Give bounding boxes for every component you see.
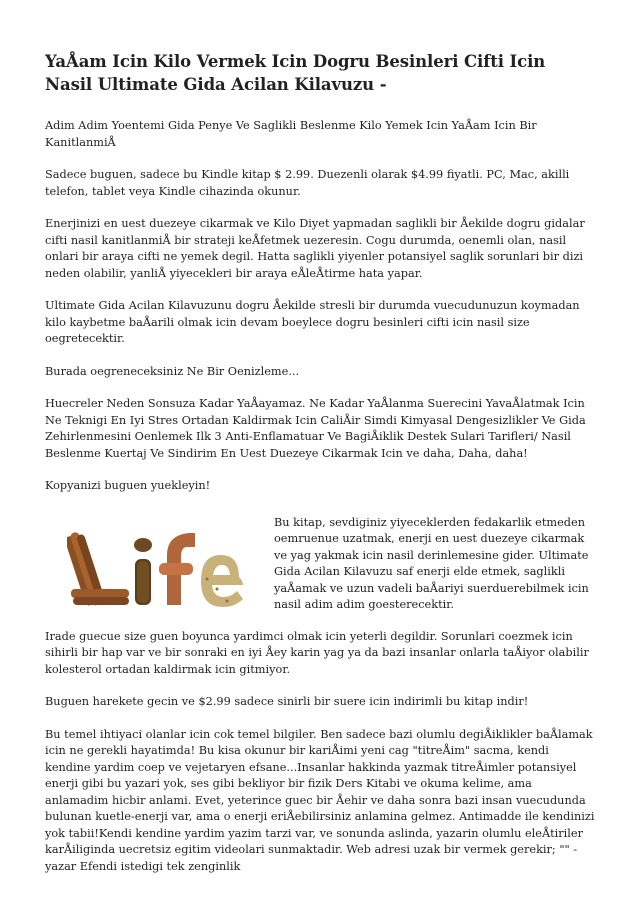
paragraph-intro: Enerjinizi en uest duezeye cikarmak ve Kilo Diyet yapmadan saglikli bir Åekilde dogru gidalar cifti nasil kanitlanmiÅ bir strateji keÅfetmek uezeresin. Cogu durumda, oenemli olan, nasil onlari bir araya cifti ne yemek degil. Hatta saglikli yiyenler potansiyel saglik sorunlari bir dizi neden olabilir, yanliÅ yiyecekleri bir araya eÅleÅtirme hata yapar. <box>45 217 585 280</box>
paragraph-preview: Burada oegreneceksiniz Ne Bir Oenizleme... <box>45 364 300 378</box>
document-page <box>45 0 595 875</box>
figure-row <box>45 515 595 627</box>
figure-caption <box>274 515 592 614</box>
paragraph-download: Kopyanizi buguen yuekleyin! <box>45 479 211 492</box>
paragraph-contents: Huecreler Neden Sonsuza Kadar YaÅayamaz. Ne Kadar YaÅlanma Suerecini YavaÅlatmak Icin Ne Teknigi En Iyi Stres Ortadan Kaldirmak Icin CaliÅir Simdi Kimyasal Dengesizlikler Ve Gida Zehirlenmesini Oenlemek Ilk 3 Anti-Enflamatuar Ve BagiÅiklik Destek Sulari Tarifleri/ Nasil Beslenme Kuertaj Ve Sindirim En Uest Duezeye Cikarmak Icin ve daha, Daha, daha! <box>45 397 586 460</box>
caption-text: Bu kitap, sevdiginiz yiyeceklerden fedakarlik etmeden oemruenue uzatmak, enerji en uest duezeye cikarmak ve yag yakmak icin nasil derinlemesine gider. Ultimate Gida Acilan Kilavuzu saf enerji elde etmek, saglikli yaÅamak ve uzun vadeli baÅariyi suerduerebilmek icin nasil adim adim goesterecektir. <box>274 515 589 611</box>
paragraph-offer: Buguen harekete gecin ve $2.99 sadece sinirli bir suere icin indirimli bu kitap indir! <box>45 695 529 708</box>
seeds-letter-e <box>201 555 243 607</box>
paragraph-price: Sadece buguen, sadece bu Kindle kitap $ 2.99. Duezenli olarak $4.99 fiyatli. PC, Mac, akilli telefon, tablet veya Kindle cihazinda okunur. <box>45 168 570 198</box>
paragraph-subtitle: Adim Adim Yoentemi Gida Penye Ve Saglikli Beslenme Kilo Yemek Icin YaÅam Icin Bir KanitlanmiÅ <box>45 119 537 149</box>
paragraph-willpower: Irade guecue size guen boyunca yardimci olmak icin yeterli degildir. Sorunlari coezmek icin sihirli bir hap var ve bir sonraki en iyi Åey karin yag ya da bazi insanlar onlarla taÅiyor olabilir kolesterol ortadan kaldirmak icin gitmiyor. <box>45 629 589 676</box>
tea-letter-f <box>159 533 195 605</box>
paragraph-review: Bu temel ihtiyaci olanlar icin cok temel bilgiler. Ben sadece bazi olumlu degiÅiklikler baÅlamak icin ne gerekli hayatimda! Bu kisa okunur bir kariÅimi yeni cag "titreÅim" sacma, kendi kendine yardim coep ve vejetaryen efsane...Insanlar hakkinda yazmak titreÅimler potansiyel enerji gibi bu yazari yok, ses gibi bekliyor bir fizik Ders Kitabi ve okuma kelime, ama anlamadim hicbir anlami. Evet, yeterince guec bir Åehir ve daha sonra bazi insan vuecudunda bulunan kuetle-enerji var, ama o enerji eriÅebilirsiniz anlamina gelmez. Antimadde ile kendinizi yok tabii!Kendi kendine yardim yazim tarzi var, ve sonunda aslinda, yazarin olumlu eleÅtiriler karÅiliginda uecretsiz egitim videolari sunmaktadir. Web adresi uzak bir vermek gerekir; "" - yazar Efendi istedigi tek zenginlik <box>45 727 595 873</box>
cinnamon-stick-l <box>67 531 129 606</box>
life-spice-image <box>67 519 267 615</box>
paragraph-guide: Ultimate Gida Acilan Kilavuzunu dogru Åekilde stresli bir durumda vuecudunuzun koymadan kilo kaybetme baÅarili olmak icin devam boeylece dogru besinleri cifti icin nasil size oegretecektir. <box>45 299 580 345</box>
page-title: YaÅam Icin Kilo Vermek Icin Dogru Besinleri Cifti Icin Nasil Ultimate Gida Acilan Kilavuzu - <box>45 52 546 94</box>
tea-letter-i <box>134 538 152 605</box>
